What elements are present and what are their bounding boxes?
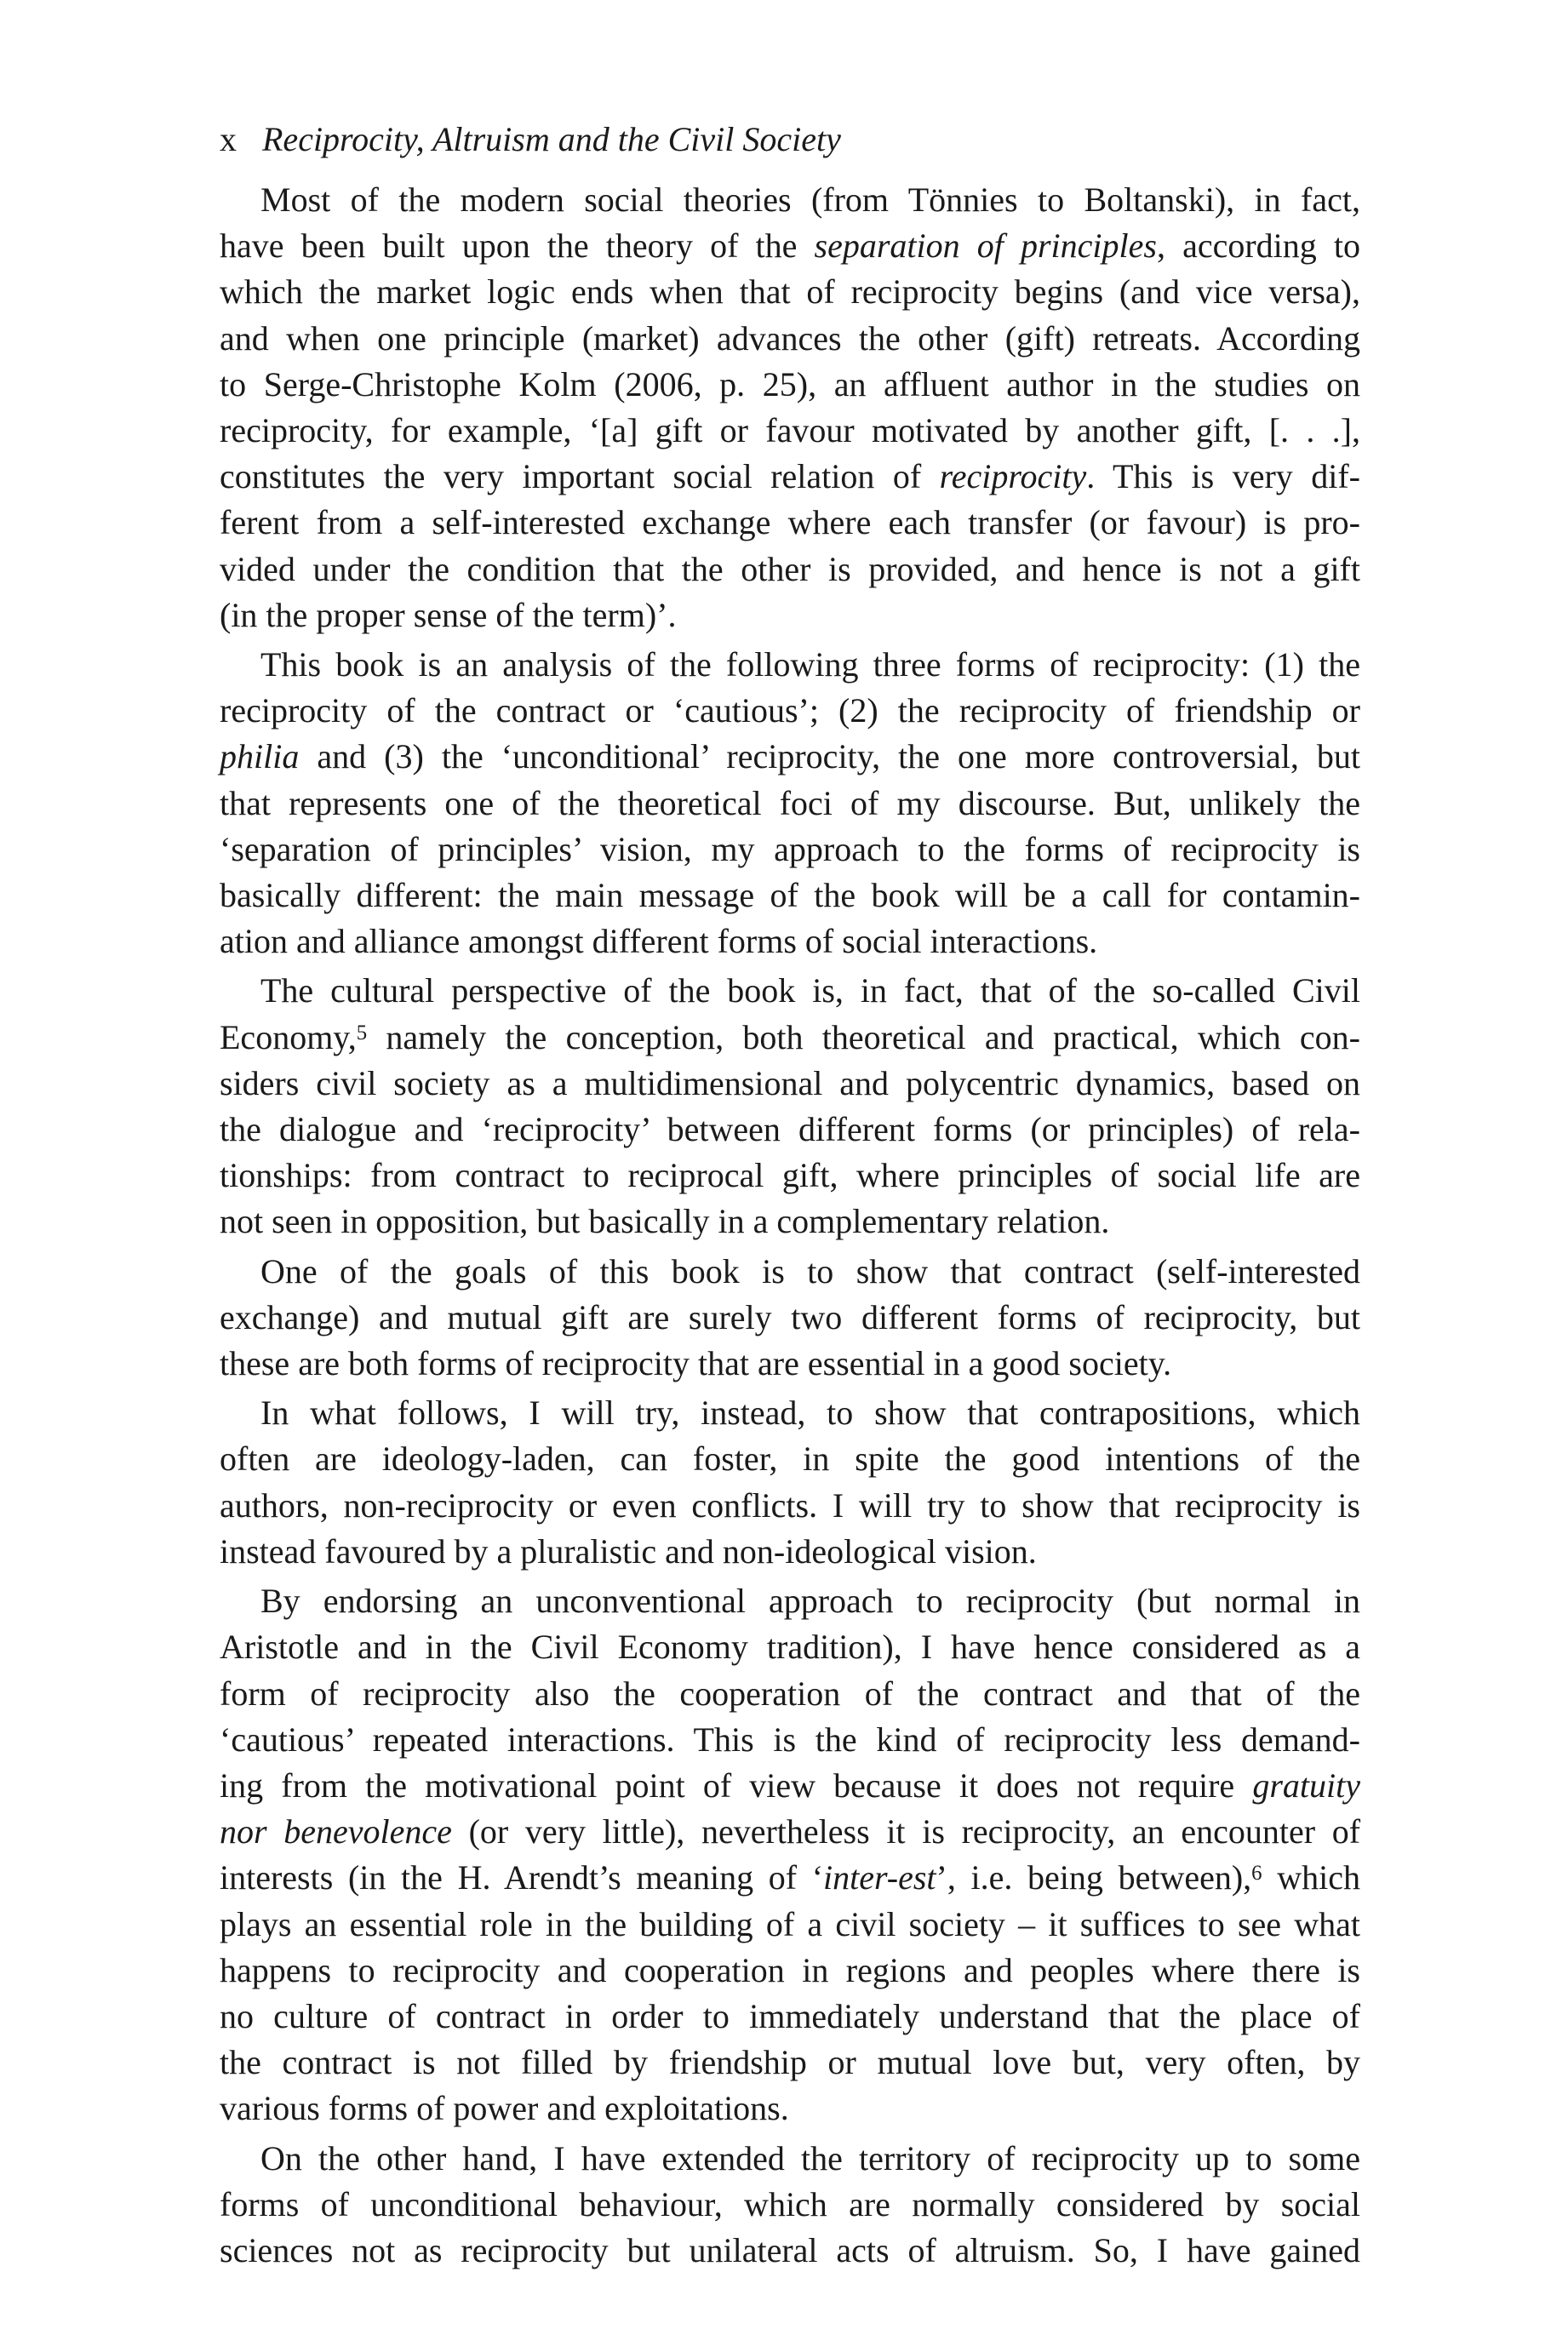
- text-line: [220, 1107, 1360, 1153]
- text-line: [220, 642, 1360, 688]
- text-line: [220, 362, 1360, 408]
- paragraph: [220, 1249, 1360, 1388]
- text-run: basically different: the main message of the book will be a call for contamin-: [220, 876, 1360, 915]
- text-run: tionships: from contract to reciprocal gift, where principles of social life are: [220, 1156, 1360, 1195]
- text-run: On the other hand, I have extended the territory of reciprocity up to some: [260, 2138, 1360, 2177]
- text-run: namely the conception, both theoretical and practical, which con-: [367, 1017, 1360, 1056]
- text-run: constitutes the very important social relation of: [220, 457, 940, 496]
- text-line: [220, 1578, 1360, 1624]
- text-run: various forms of power and exploitations.: [220, 2089, 789, 2128]
- text-line: [220, 1061, 1360, 1107]
- text-line: [220, 1624, 1360, 1670]
- text-run: plays an essential role in the building of a civil society – it suffices to see what: [220, 1904, 1360, 1943]
- running-title: Reciprocity, Altruism and the Civil Society: [262, 120, 841, 158]
- text-line: [220, 547, 1360, 592]
- text-line: [220, 1902, 1360, 1948]
- text-line: [220, 688, 1360, 734]
- text-run: ing from the motivational point of view because it does not require: [220, 1765, 1253, 1805]
- italic-text: nor benevolence: [220, 1812, 452, 1851]
- paragraph: [220, 1578, 1360, 2132]
- text-line: [220, 827, 1360, 873]
- text-run: , according to: [1156, 226, 1360, 266]
- text-line: [220, 968, 1360, 1014]
- footnote-marker: 5: [356, 1021, 368, 1044]
- text-line: [220, 1671, 1360, 1717]
- text-run: In what follows, I will try, instead, to show that contrapositions, which: [260, 1393, 1360, 1433]
- text-line: [220, 1855, 1360, 1901]
- text-line: [220, 1994, 1360, 2040]
- text-line: [220, 1717, 1360, 1763]
- text-run: Most of the modern social theories (from Tönnies to Boltanski), in fact,: [260, 180, 1360, 219]
- italic-text: separation of principles: [814, 226, 1157, 266]
- text-line: [220, 2228, 1360, 2274]
- paragraph: [220, 968, 1360, 1245]
- text-run: these are both forms of reciprocity that are essential in a good society.: [220, 1344, 1172, 1383]
- text-run: siders civil society as a multidimensional and polycentric dynamics, based on: [220, 1063, 1360, 1102]
- text-line: [220, 408, 1360, 454]
- text-run: (in the proper sense of the term)’.: [220, 595, 677, 634]
- text-line: [220, 1809, 1360, 1855]
- running-head: [220, 119, 841, 160]
- text-run: reciprocity of the contract or ‘cautious’; (2) the reciprocity of friendship or: [220, 691, 1360, 730]
- text-line: [220, 592, 1360, 638]
- text-line: [220, 873, 1360, 918]
- text-line: [220, 1015, 1360, 1061]
- text-run: Aristotle and in the Civil Economy tradition), I have hence considered as a: [220, 1628, 1360, 1667]
- footnote-marker: 6: [1251, 1862, 1262, 1886]
- text-line: [220, 500, 1360, 546]
- text-run: the dialogue and ‘reciprocity’ between different forms (or principles) of rela-: [220, 1110, 1360, 1149]
- text-run: (or very little), nevertheless it is reciprocity, an encounter of: [451, 1812, 1361, 1851]
- text-run: ’, i.e. being between),: [936, 1858, 1252, 1897]
- text-run: The cultural perspective of the book is, in fact, that of the so-called Civil: [260, 971, 1360, 1010]
- text-run: the contract is not filled by friendship or mutual love but, very often, by: [220, 2043, 1360, 2082]
- text-line: [220, 177, 1360, 223]
- body-text: [220, 177, 1360, 2274]
- text-run: vided under the condition that the other is provided, and hence is not a gift: [220, 549, 1360, 588]
- text-run: which the market logic ends when that of reciprocity begins (and vice versa),: [220, 272, 1360, 312]
- text-line: [220, 316, 1360, 362]
- text-run: ‘separation of principles’ vision, my approach to the forms of reciprocity is: [220, 829, 1360, 868]
- text-run: exchange) and mutual gift are surely two different forms of reciprocity, but: [220, 1297, 1360, 1336]
- text-run: and when one principle (market) advances the other (gift) retreats. According: [220, 318, 1360, 358]
- text-line: [220, 1436, 1360, 1482]
- text-line: [220, 1249, 1360, 1295]
- text-line: [220, 2040, 1360, 2086]
- text-line: [220, 269, 1360, 315]
- text-line: [220, 734, 1360, 780]
- text-run: . This is very dif-: [1086, 457, 1360, 496]
- text-run: By endorsing an unconventional approach to reciprocity (but normal in: [260, 1582, 1360, 1621]
- text-line: [220, 1390, 1360, 1436]
- text-line: [220, 2086, 1360, 2132]
- text-run: and (3) the ‘unconditional’ reciprocity, the one more controversial, but: [299, 737, 1360, 776]
- paragraph: [220, 642, 1360, 964]
- text-line: [220, 454, 1360, 500]
- text-run: ferent from a self-interested exchange where each transfer (or favour) is pro-: [220, 503, 1360, 542]
- italic-text: reciprocity: [939, 457, 1087, 496]
- text-line: [220, 1341, 1360, 1387]
- text-line: [220, 1763, 1360, 1809]
- text-run: authors, non-reciprocity or even conflicts. I will try to show that reciprocity is: [220, 1485, 1360, 1525]
- paragraph: [220, 1390, 1360, 1575]
- italic-text: philia: [220, 737, 300, 776]
- text-run: instead favoured by a pluralistic and non-ideological vision.: [220, 1531, 1037, 1571]
- text-run: which: [1262, 1858, 1360, 1897]
- text-run: often are ideology-laden, can foster, in spite the good intentions of the: [220, 1439, 1360, 1479]
- italic-text: gratuity: [1252, 1765, 1360, 1805]
- text-run: happens to reciprocity and cooperation in regions and peoples where there is: [220, 1950, 1360, 1989]
- text-line: [220, 1153, 1360, 1199]
- text-line: [220, 1295, 1360, 1341]
- text-run: One of the goals of this book is to show that contract (self-interested: [260, 1251, 1360, 1290]
- text-line: [220, 2136, 1360, 2182]
- text-line: [220, 223, 1360, 269]
- text-run: no culture of contract in order to immediately understand that the place of: [220, 1996, 1360, 2035]
- text-run: not seen in opposition, but basically in a complementary relation.: [220, 1202, 1110, 1241]
- text-line: [220, 781, 1360, 827]
- text-line: [220, 918, 1360, 964]
- text-line: [220, 1199, 1360, 1245]
- paragraph: [220, 177, 1360, 638]
- text-run: have been built upon the theory of the: [220, 226, 815, 266]
- text-run: to Serge-Christophe Kolm (2006, p. 25), an affluent author in the studies on: [220, 364, 1360, 403]
- page-number: x: [220, 120, 237, 158]
- text-run: This book is an analysis of the following three forms of reciprocity: (1) the: [260, 645, 1360, 684]
- text-run: ation and alliance amongst different forms of social interactions.: [220, 922, 1098, 961]
- italic-text: inter-est: [823, 1858, 936, 1897]
- text-run: that represents one of the theoretical foci of my discourse. But, unlikely the: [220, 783, 1360, 822]
- text-run: Economy,: [220, 1017, 357, 1056]
- text-run: forms of unconditional behaviour, which are normally considered by social: [220, 2184, 1360, 2223]
- text-line: [220, 2182, 1360, 2228]
- text-line: [220, 1948, 1360, 1994]
- paragraph: [220, 2136, 1360, 2275]
- text-run: form of reciprocity also the cooperation of the contract and that of the: [220, 1674, 1360, 1713]
- text-run: ‘cautious’ repeated interactions. This is the kind of reciprocity less demand-: [220, 1720, 1360, 1759]
- text-line: [220, 1529, 1360, 1575]
- text-line: [220, 1483, 1360, 1529]
- text-run: reciprocity, for example, ‘[a] gift or favour motivated by another gift, [. . .],: [220, 411, 1360, 450]
- text-run: sciences not as reciprocity but unilateral acts of altruism. So, I have gained: [220, 2230, 1360, 2269]
- text-run: interests (in the H. Arendt’s meaning of ‘: [220, 1858, 824, 1897]
